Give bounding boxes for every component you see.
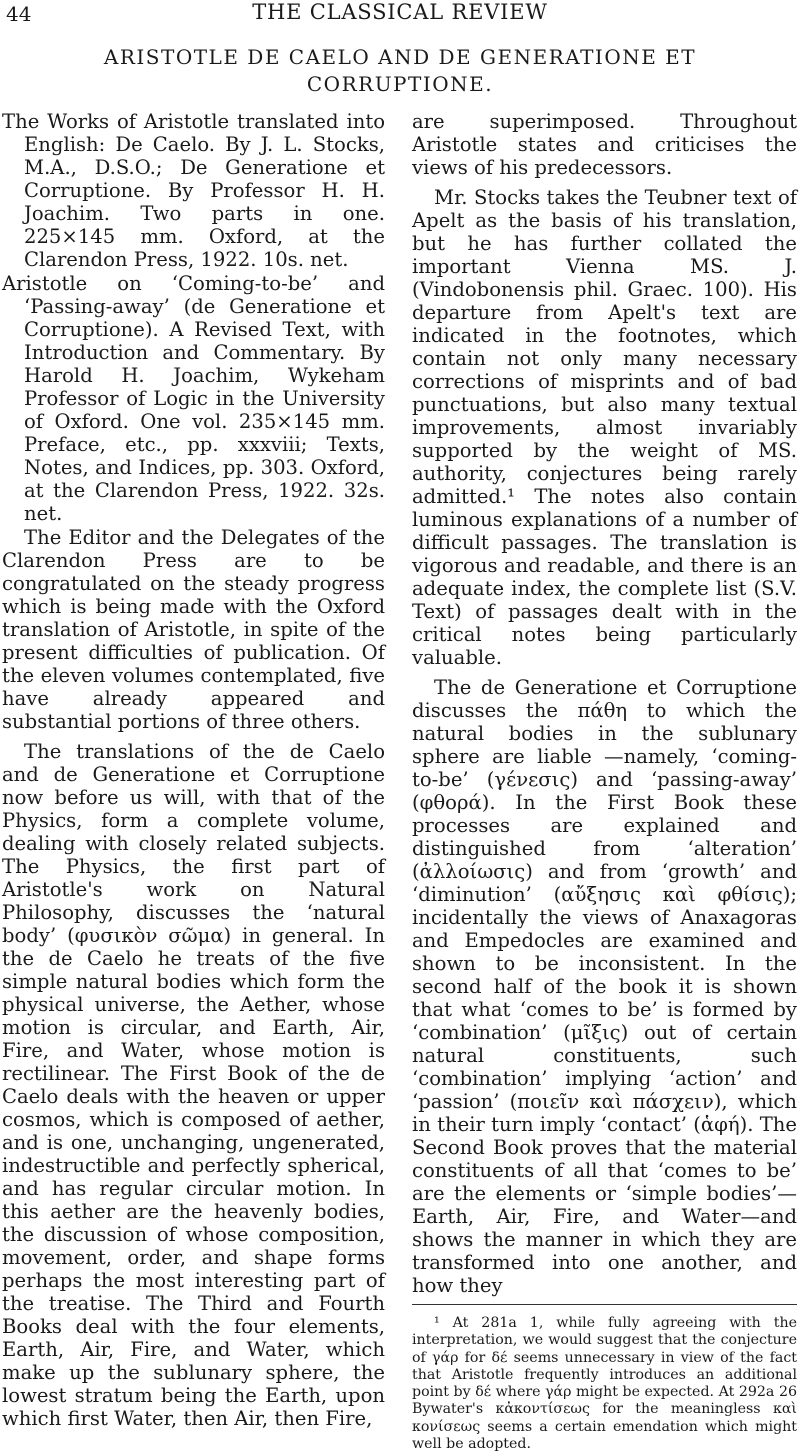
page-number: 44 [6,2,32,26]
body-paragraph: The Editor and the Delegates of the Clarendon Press are to be congratulated on the steady progress which is being made with the Oxford translation of Aristotle, in spite of the present difficulties of publication. Of the eleven volumes contemplated, five have already appeared and substantial portions of three others. [2,526,385,733]
bibliographic-entry-2: Aristotle on ‘Coming-to-be’ and ‘Passing-away’ (de Generatione et Corruptione). A Revised Text, with Introduction and Commentary. By Harold H. Joachim, Wykeham Professor of Logic in the University of Oxford. One vol. 235×145 mm. Preface, etc., pp. xxxviii; Texts, Notes, and Indices, pp. 303. Oxford, at the Clarendon Press, 1922. 32s. net. [2,272,385,525]
body-paragraph-continued: are superimposed. Throughout Aristotle states and criticises the views of his predecessors. [412,110,797,179]
left-column [2,110,385,1430]
bibliographic-entry-1: The Works of Aristotle translated into English: De Caelo. By J. L. Stocks, M.A., D.S.O.; De Generatione et Corruptione. By Professor H. H. Joachim. Two parts in one. 225×145 mm. Oxford, at the Clarendon Press, 1922. 10s. net. [2,110,385,271]
running-header [0,0,800,30]
journal-title: THE CLASSICAL REVIEW [252,0,548,24]
footnote-rule [412,1304,797,1305]
body-paragraph: The translations of the de Caelo and de Generatione et Corruptione now before us will, with that of the Physics, form a complete volume, dealing with closely related subjects. The Physics, the first part of Aristotle's work on Natural Philosophy, discusses the ‘natural body’ (φυσικὸν σῶμα) in general. In the de Caelo he treats of the five simple natural bodies which form the physical universe, the Aether, whose motion is circular, and Earth, Air, Fire, and Water, whose motion is rectilinear. The First Book of the de Caelo deals with the heaven or upper cosmos, which is composed of aether, and is one, unchanging, ungenerated, indestructible and perfectly spherical, and has regular circular motion. In this aether are the heavenly bodies, the discussion of whose composition, movement, order, and shape forms perhaps the most interesting part of the treatise. The Third and Fourth Books deal with the four elements, Earth, Air, Fire, and Water, which make up the sublunary sphere, the lowest stratum being the Earth, upon which first Water, then Air, then Fire, [2,740,385,1430]
footnote: ¹ At 281a 1, while fully agreeing with the interpretation, we would suggest that the conjecture of γάρ for δέ seems unnecessary in view of the fact that Aristotle frequently introduces an additional point by δέ where γάρ might be expected. At 292a 26 Bywater's κἀκοντίσεως for the meaningless καὶ κονίσεως seems a certain emendation which might well be adopted. [412,1315,797,1453]
article-title: ARISTOTLE DE CAELO AND DE GENERATIONE ET CORRUPTIONE. [103,45,697,96]
body-paragraph: The de Generatione et Corruptione discusses the πάθη to which the natural bodies in the sublunary sphere are liable —namely, ‘coming-to-be’ (γένεσις) and ‘passing-away’ (φθορά). In the First Book these processes are explained and distinguished from ‘alteration’ (ἀλλοίωσις) and from ‘growth’ and ‘diminution’ (αὔξησις καὶ φθίσις); incidentally the views of Anaxagoras and Empedocles are examined and shown to be inconsistent. In the second half of the book it is shown that what ‘comes to be’ is formed by ‘combination’ (μῖξις) out of certain natural constituents, such ‘combination’ implying ‘action’ and ‘passion’ (ποιεῖν καὶ πάσχειν), which in their turn imply ‘contact’ (ἁφή). The Second Book proves that the material constituents of all that ‘comes to be’ are the elements or ‘simple bodies’— Earth, Air, Fire, and Water—and shows the manner in which they are transformed into one another, and how they [412,676,797,1297]
body-paragraph: Mr. Stocks takes the Teubner text of Apelt as the basis of his translation, but he has further collated the important Vienna MS. J. (Vindobonensis phil. Graec. 100). His departure from Apelt's text are indicated in the footnotes, which contain not only many necessary corrections of misprints and of bad punctuations, but also many textual improvements, almost invariably supported by the weight of MS. authority, conjectures being rarely admitted.¹ The notes also contain luminous explanations of a number of difficult passages. The translation is vigorous and readable, and there is an adequate index, the complete list (S.V. Text) of passages dealt with in the critical notes being particularly valuable. [412,186,797,669]
right-column [412,110,797,1453]
